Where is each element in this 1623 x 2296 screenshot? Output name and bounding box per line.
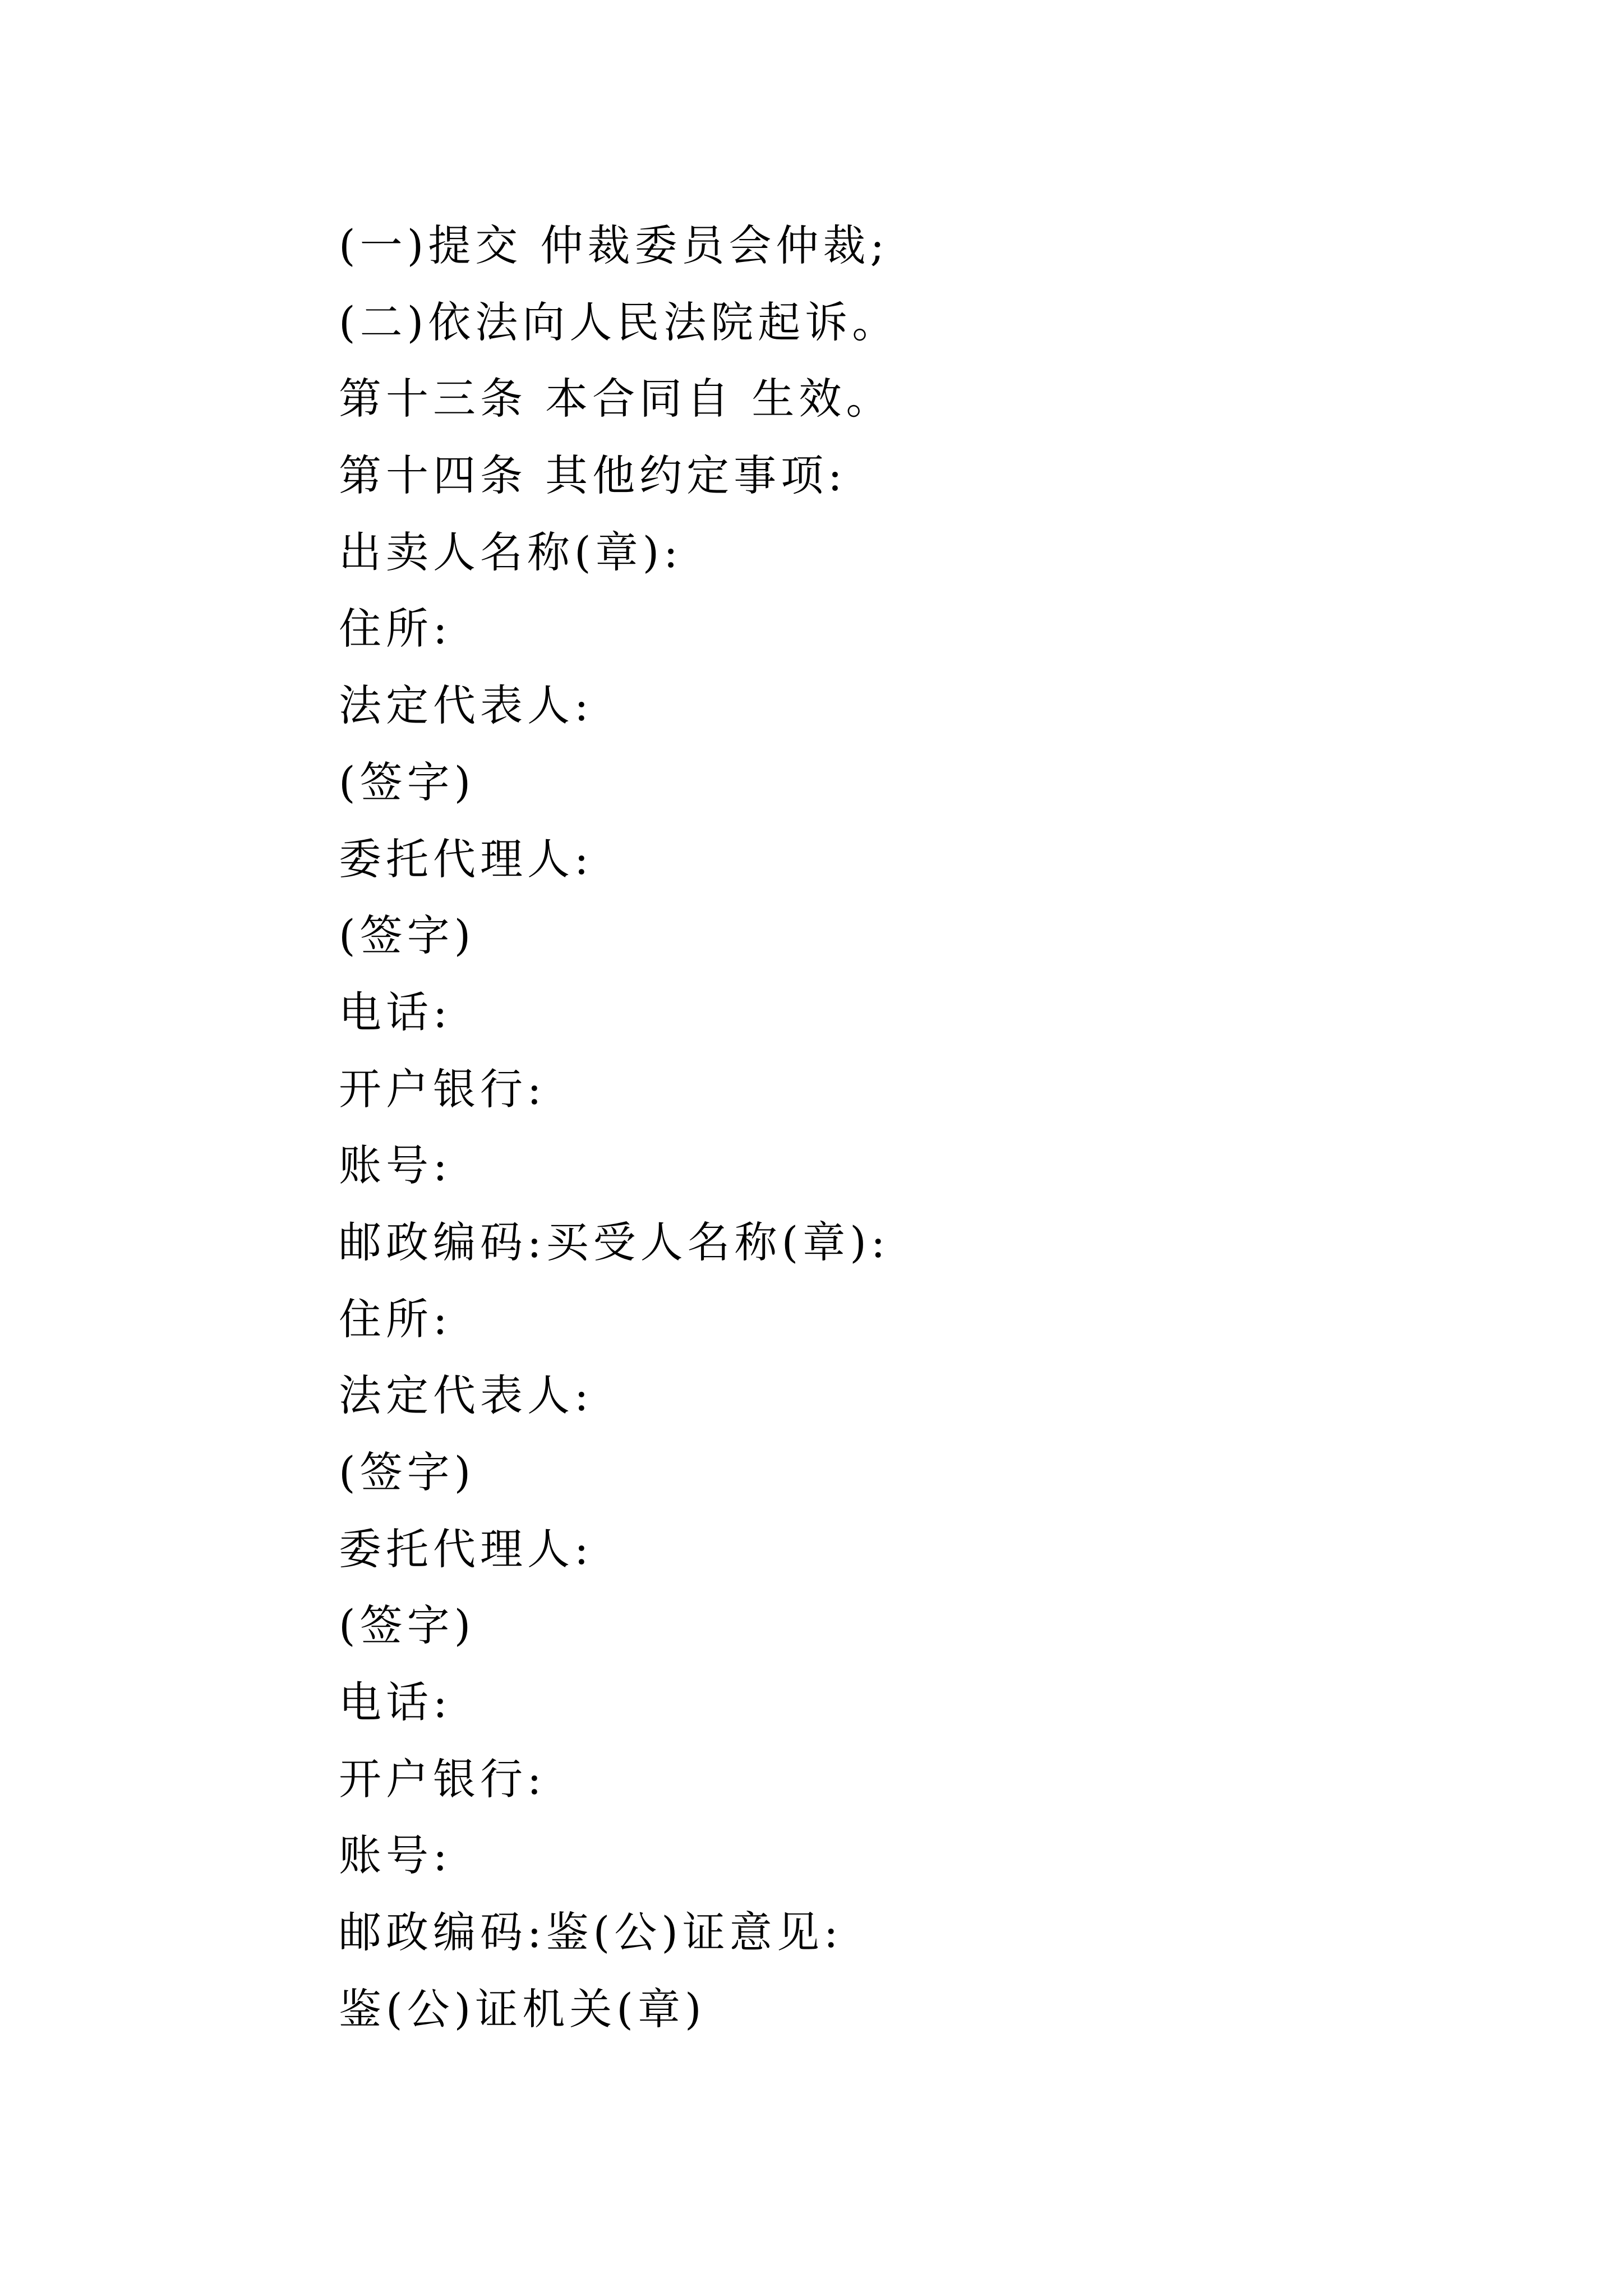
seller-name-label: 出卖人名称(章): (339, 527, 683, 577)
buyer-agent-signature: (签字) (339, 1600, 476, 1651)
buyer-agent-label: 委托代理人: (339, 1524, 593, 1574)
buyer-legal-rep-label: 法定代表人: (339, 1370, 593, 1421)
seller-account-label: 账号: (339, 1140, 452, 1191)
buyer-address-label: 住所: (339, 1294, 452, 1344)
notary-office-seal-label: 鉴(公)证机关(章) (339, 1984, 706, 2034)
seller-phone-label: 电话: (339, 987, 452, 1037)
seller-address-label: 住所: (339, 604, 452, 654)
buyer-account-label: 账号: (339, 1830, 452, 1881)
seller-bank-label: 开户银行: (339, 1064, 546, 1114)
buyer-postcode-notary-opinion-label: 邮政编码:鉴(公)证意见: (339, 1907, 843, 1958)
seller-legal-rep-label: 法定代表人: (339, 680, 593, 731)
clause-arbitration: (一)提交 仲裁委员会仲裁; (339, 220, 889, 270)
seller-agent-signature: (签字) (339, 910, 476, 961)
article-13-effective: 第十三条 本合同自 生效。 (339, 374, 893, 424)
buyer-phone-label: 电话: (339, 1677, 452, 1728)
buyer-bank-label: 开户银行: (339, 1754, 546, 1804)
article-14-other-matters: 第十四条 其他约定事项: (339, 450, 847, 501)
seller-agent-label: 委托代理人: (339, 834, 593, 884)
buyer-legal-rep-signature: (签字) (339, 1447, 476, 1497)
document-body (339, 208, 1460, 2048)
seller-postcode-buyer-name-label: 邮政编码:买受人名称(章): (339, 1217, 890, 1267)
seller-legal-rep-signature: (签字) (339, 757, 476, 807)
clause-court-suit: (二)依法向人民法院起诉。 (339, 297, 900, 347)
